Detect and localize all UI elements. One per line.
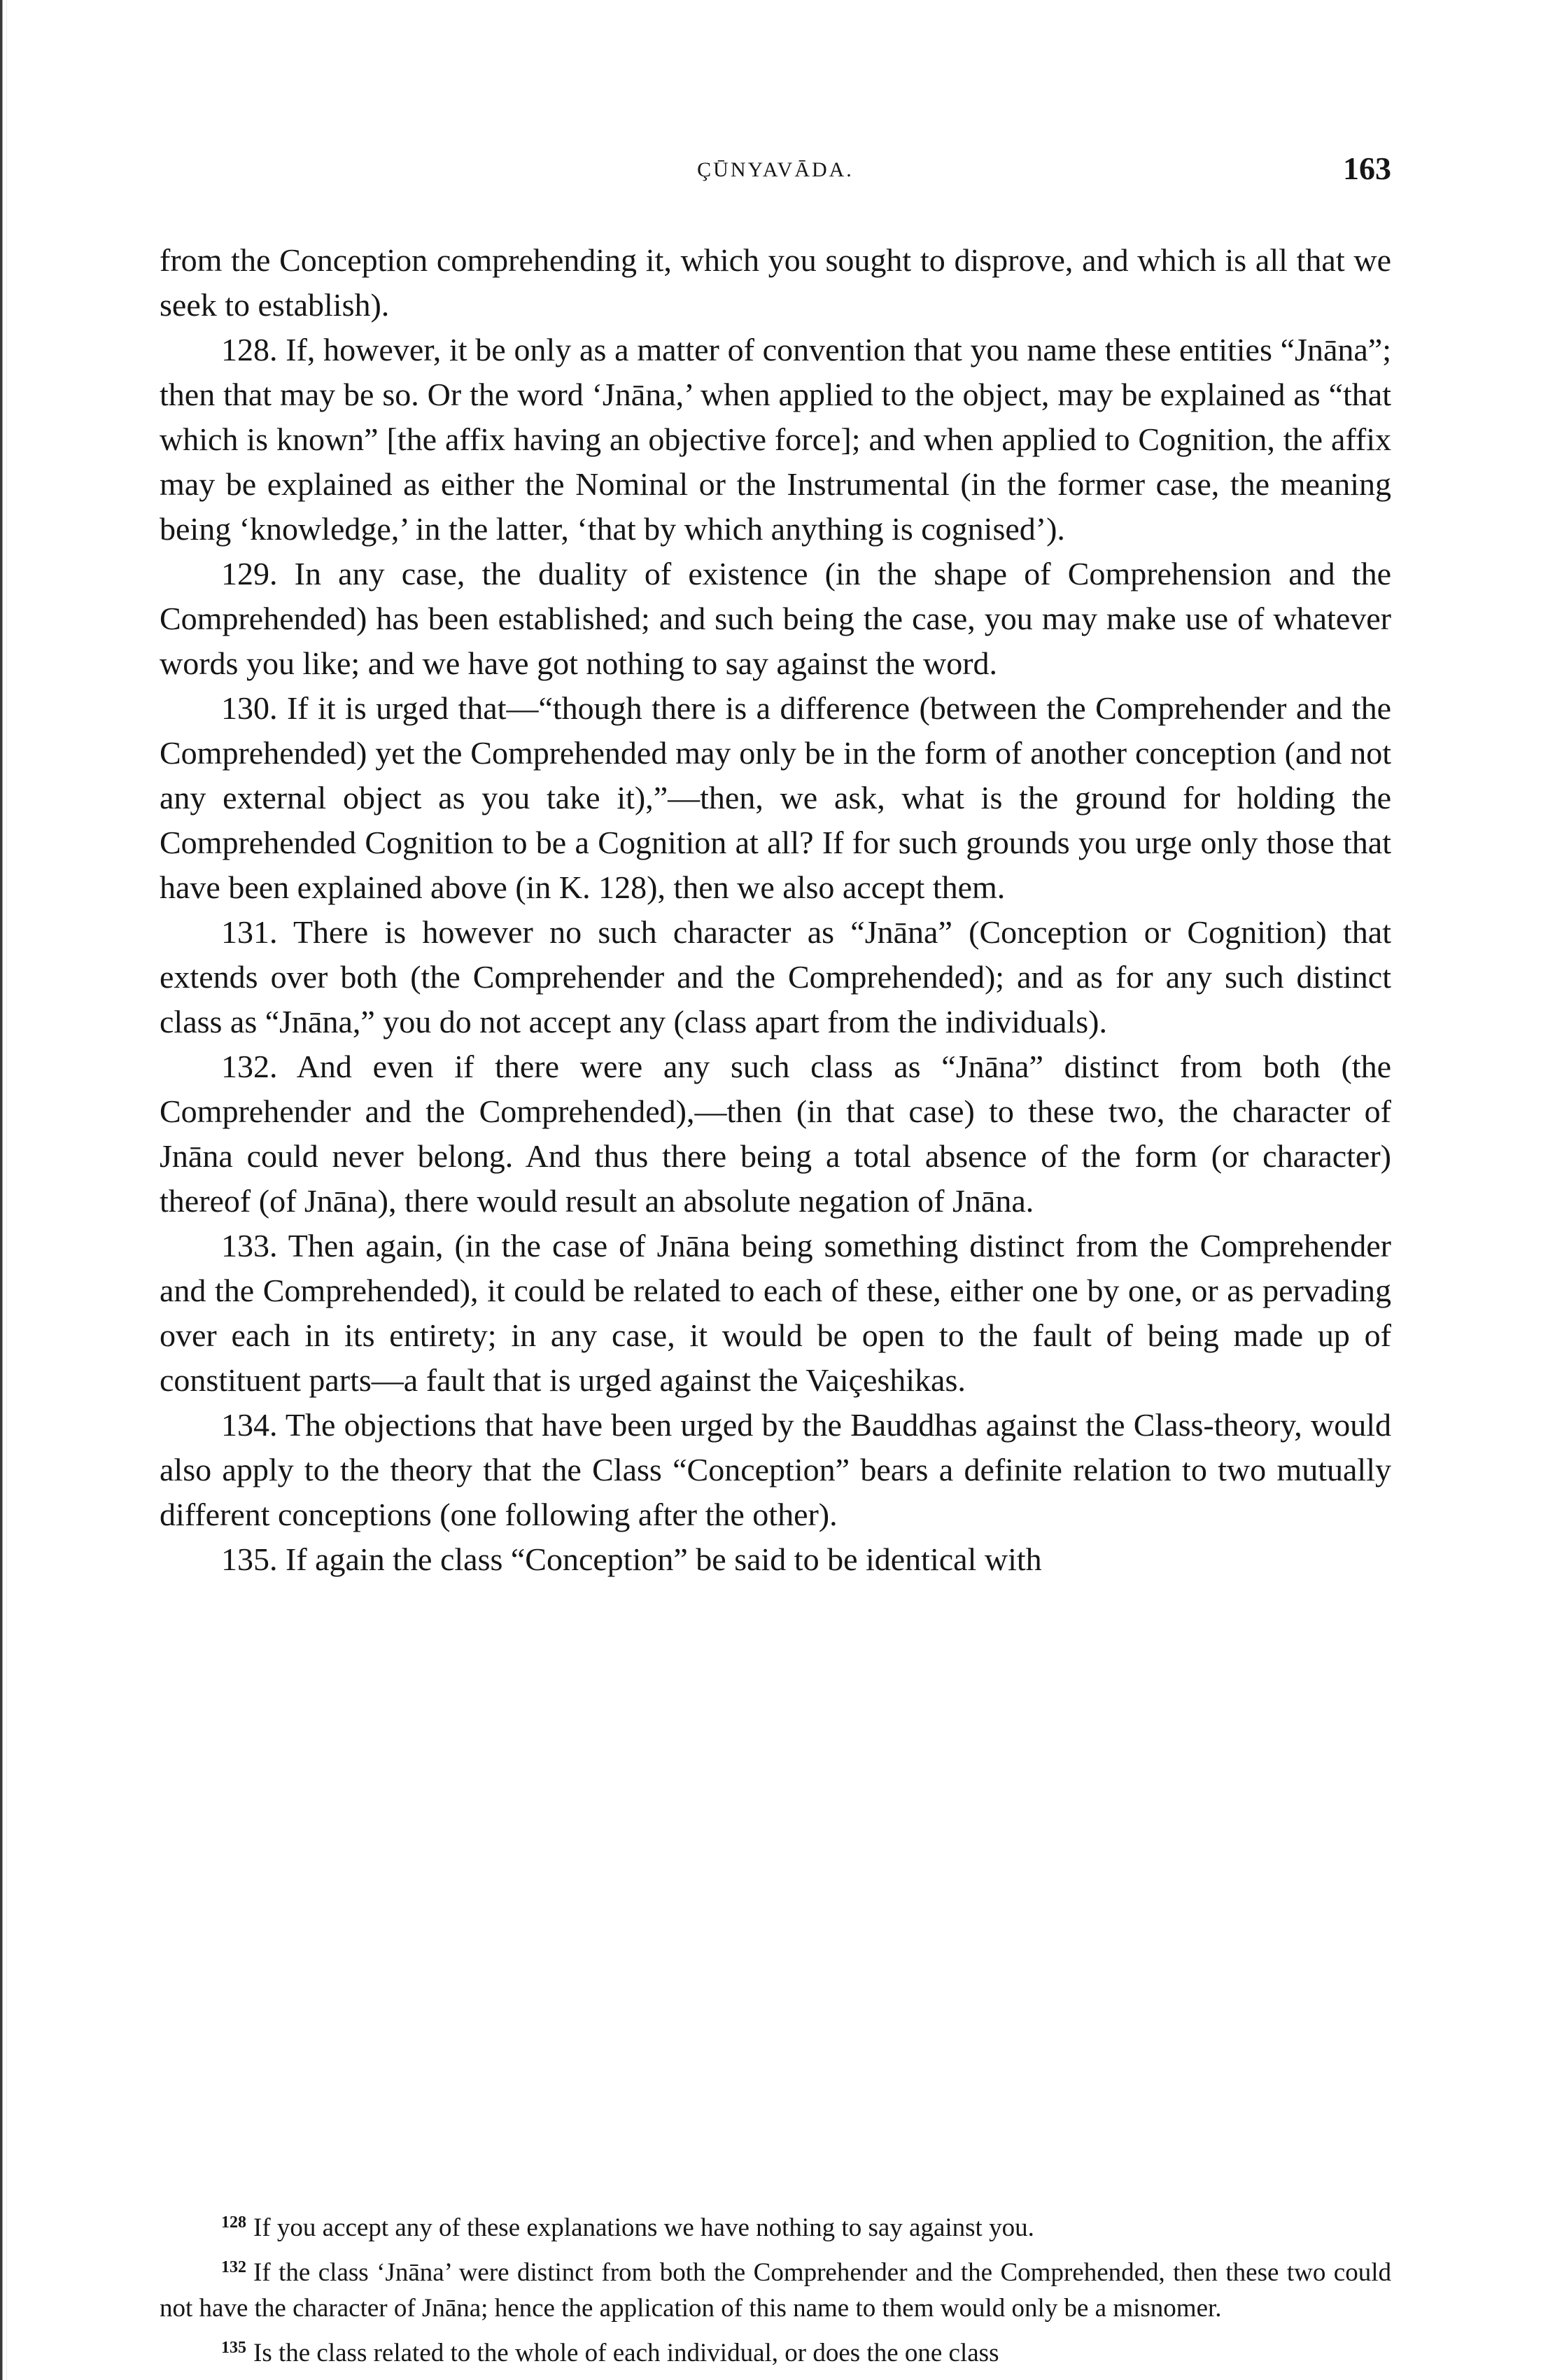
paragraph-133: 133. Then again, (in the case of Jnāna being something distinct from the Comprehender and the Comprehended), it could be related to each of these, either one by one, or as pervading over each in its entirety; in any case, it would be open to the fault of being made up of constituent parts—a fault that is urged against the Vaiçeshikas. (160, 1228, 1391, 1398)
book-page (160, 105, 1391, 2367)
footnote-text: If you accept any of these explanations we have nothing to say against you. (253, 2213, 1034, 2242)
footnotes (160, 2205, 1391, 2375)
scan-edge (0, 0, 7, 2380)
paragraph-129: 129. In any case, the duality of existence (in the shape of Comprehension and the Comprehended) has been established; and such being the case, you may make use of whatever words you like; and we have got nothing to say against the word. (160, 556, 1391, 681)
footnote-mark: 132 (221, 2258, 246, 2276)
paragraph-132: 132. And even if there were any such class as “Jnāna” distinct from both (the Comprehender and the Comprehended),—then (in that case) to these two, the character of Jnāna could never belong. And thus there being a total absence of the form (or character) thereof (of Jnāna), there would result an absolute negation of Jnāna. (160, 1049, 1391, 1219)
running-title: ÇŪNYAVĀDA. (697, 158, 854, 181)
footnote-text: If the class ‘Jnāna’ were distinct from both the Comprehender and the Comprehended, then these two could not have the character of Jnāna; hence the application of this name to them would only be a misnomer. (160, 2258, 1391, 2323)
footnote-mark: 128 (221, 2213, 246, 2232)
paragraph-continuation: from the Conception comprehending it, which you sought to disprove, and which is all that we seek to establish). (160, 242, 1391, 323)
body-text (160, 238, 1391, 1582)
page-number: 163 (1343, 150, 1391, 186)
footnote-132 (160, 2250, 1391, 2326)
paragraph-130: 130. If it is urged that—“though there is a difference (between the Comprehender and the Comprehended) yet the Comprehended may only be in the form of another conception (and not any external object as you take it),”—then, we ask, what is the ground for holding the Comprehended Cognition to be a Cognition at all? If for such grounds you urge only those that have been explained above (in K. 128), then we also accept them. (160, 690, 1391, 905)
footnote-128 (160, 2205, 1391, 2246)
footnote-135 (160, 2330, 1391, 2371)
paragraph-128: 128. If, however, it be only as a matter of convention that you name these entities “Jnāna”; then that may be so. Or the word ‘Jnāna,’ when applied to the object, may be explained as “that which is known” [the affix having an objective force]; and when applied to Cognition, the affix may be explained as either the Nominal or the Instrumental (in the former case, the meaning being ‘knowledge,’ in the latter, ‘that by which anything is cognised’). (160, 332, 1391, 547)
running-head (160, 105, 1391, 186)
paragraph-131: 131. There is however no such character as “Jnāna” (Conception or Cognition) that extends over both (the Comprehender and the Comprehended); and as for any such distinct class as “Jnāna,” you do not accept any (class apart from the individuals). (160, 914, 1391, 1040)
paragraph-134: 134. The objections that have been urged by the Bauddhas against the Class-theory, would also apply to the theory that the Class “Conception” bears a definite relation to two mutually different conceptions (one following after the other). (160, 1407, 1391, 1532)
footnote-text: Is the class related to the whole of each individual, or does the one class (253, 2339, 999, 2367)
footnote-mark: 135 (221, 2339, 246, 2357)
paragraph-135: 135. If again the class “Conception” be said to be identical with (221, 1541, 1042, 1577)
